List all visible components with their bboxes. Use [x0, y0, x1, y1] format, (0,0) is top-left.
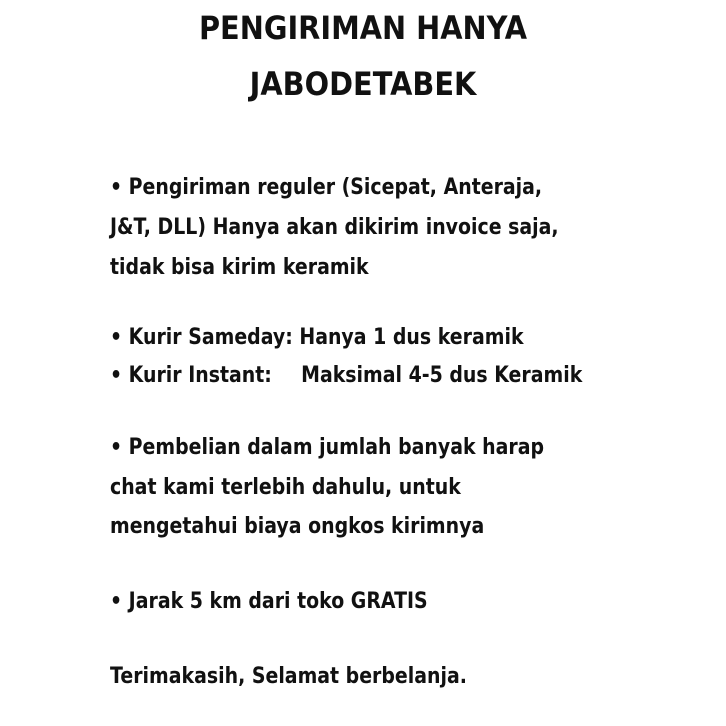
bulk-line-1: • Pembelian dalam jumlah banyak harap	[110, 435, 545, 460]
courier-sameday: • Kurir Sameday: Hanya 1 dus keramik	[110, 325, 524, 350]
free-shipping-line: • Jarak 5 km dari toko GRATIS	[110, 589, 428, 614]
courier-instant	[110, 361, 582, 391]
title-line-1: PENGIRIMAN HANYA	[198, 9, 528, 47]
closing-line: Terimakasih, Selamat berbelanja.	[110, 664, 467, 689]
regular-line-1: • Pengiriman reguler (Sicepat, Anteraja,	[110, 175, 543, 200]
courier-instant-value: Maksimal 4-5 dus Keramik	[301, 363, 583, 388]
courier-instant-label: • Kurir Instant:	[110, 363, 272, 388]
regular-line-2: J&T, DLL) Hanya akan dikirim invoice saja,	[110, 215, 559, 240]
title-line-2: JABODETABEK	[249, 65, 477, 103]
bulk-line-2: chat kami terlebih dahulu, untuk	[110, 475, 461, 500]
regular-line-3: tidak bisa kirim keramik	[110, 255, 369, 280]
bulk-line-3: mengetahui biaya ongkos kirimnya	[110, 514, 485, 539]
